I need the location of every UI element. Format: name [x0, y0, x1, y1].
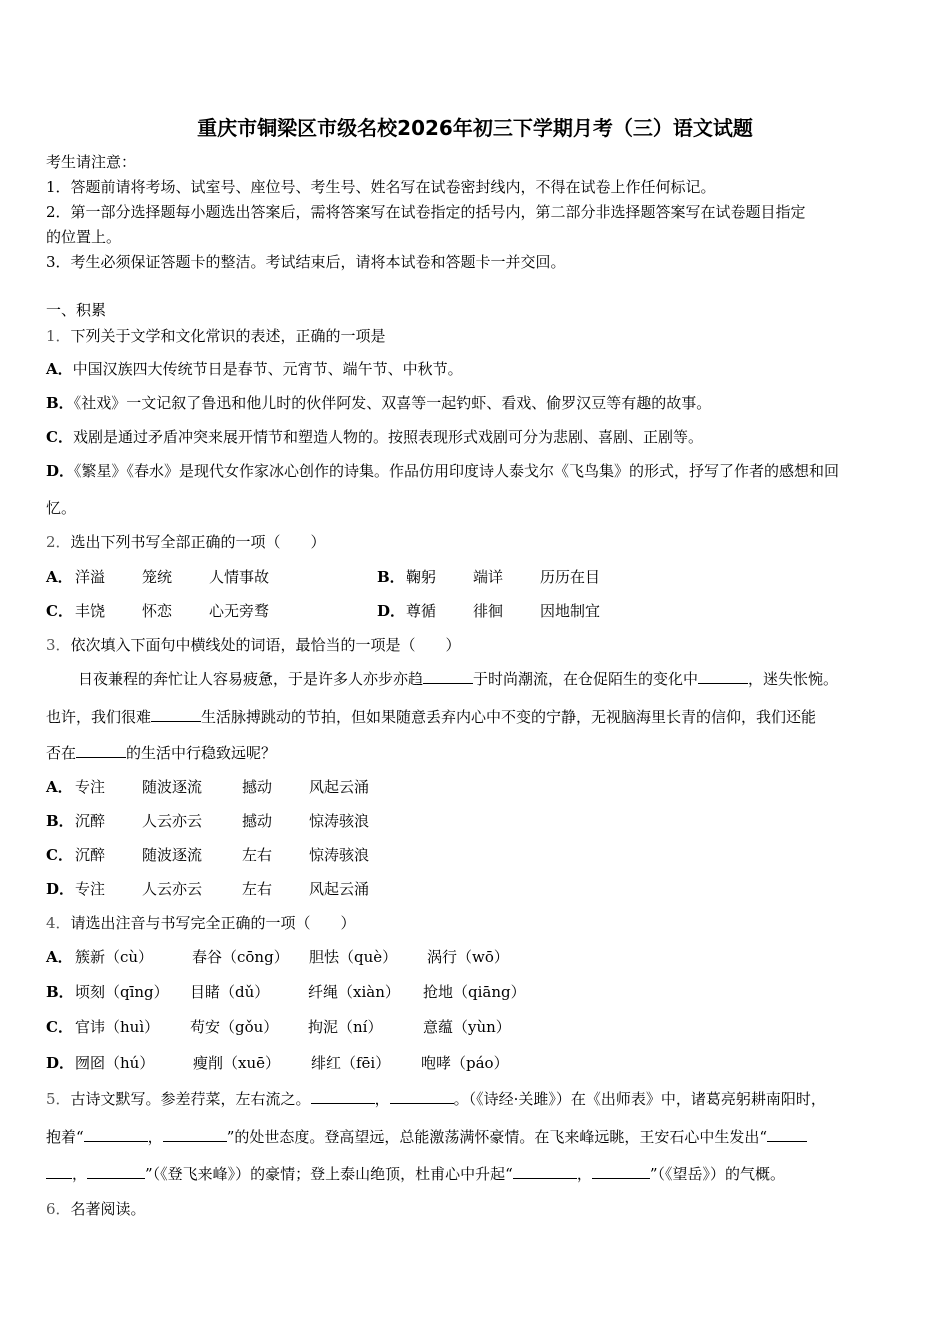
q4-d-word: 绯红（fēi）: [311, 1054, 391, 1072]
q2-number: 2．: [46, 533, 71, 551]
q4-c-word: 拘泥（ní）: [308, 1018, 383, 1036]
q4-b-word: 顷刻（qīng）: [75, 983, 169, 1001]
q4-b-word: 纤绳（xiàn）: [308, 983, 400, 1001]
q2-c-word: 怀恋: [142, 602, 173, 620]
q4-number: 4．: [46, 914, 71, 932]
q4-b-word: 抢地（qiāng）: [423, 983, 526, 1001]
q5-text: 古诗文默写。参差荇菜，左右流之。: [70, 1090, 311, 1108]
fill-blank[interactable]: [163, 1127, 227, 1142]
q3-a-label: A．: [46, 778, 73, 796]
q2-d-word: 因地制宜: [540, 602, 601, 620]
q1-text: 下列关于文学和文化常识的表述，正确的一项是: [70, 327, 386, 345]
fill-blank[interactable]: [311, 1089, 375, 1104]
passage-text: 于时尚潮流，在仓促陌生的变化中: [473, 670, 699, 688]
q4-a-word: 簇新（cù）: [75, 948, 154, 966]
option-text: 中国汉族四大传统节日是春节、元宵节、端午节、中秋节。: [72, 360, 463, 378]
q4-c-label: C．: [46, 1018, 73, 1036]
q2-text: 选出下列书写全部正确的一项（ ）: [70, 533, 326, 551]
q5-text: ，: [72, 1165, 88, 1183]
fill-blank[interactable]: [767, 1127, 807, 1142]
q5-text: ”（《望岳》）的气概。: [649, 1165, 786, 1183]
q2-a-word: 笼统: [142, 568, 173, 586]
q1-option-b: [46, 393, 711, 413]
q1-stem: [46, 326, 386, 346]
q3-c-word: 随波逐流: [142, 846, 203, 864]
q2-d-label: D．: [377, 602, 406, 620]
q3-d-word: 专注: [75, 880, 106, 898]
q3-d-word: 人云亦云: [142, 880, 203, 898]
q2-c-label: C．: [46, 602, 73, 620]
q5-text: ，: [147, 1128, 163, 1146]
q3-b-word: 惊涛骇浪: [309, 812, 370, 830]
fill-blank[interactable]: [84, 1127, 148, 1142]
fill-blank[interactable]: [46, 1164, 72, 1179]
q4-c-word: 官讳（huì）: [75, 1018, 160, 1036]
q3-a-word: 专注: [75, 778, 106, 796]
passage-text: 也许，我们很难: [46, 708, 152, 726]
option-label: A．: [46, 360, 73, 378]
q2-c-word: 心无旁骛: [209, 602, 270, 620]
notice-item-2-cont: 的位置上。: [46, 228, 122, 246]
q3-c-label: C．: [46, 846, 73, 864]
q4-stem: [46, 913, 356, 933]
fill-blank[interactable]: [513, 1164, 577, 1179]
notice-item-1: 1．答题前请将考场、试室号、座位号、考生号、姓名写在试卷密封线内，不得在试卷上作任何标记。: [46, 178, 716, 196]
q5-line-3: [46, 1164, 785, 1184]
q2-b-word: 端详: [473, 568, 504, 586]
q3-number: 3．: [46, 636, 71, 654]
q6-stem: [46, 1199, 146, 1219]
q5-text: ，: [576, 1165, 592, 1183]
notice-item-3: 3．考生必须保证答题卡的整洁。考试结束后，请将本试卷和答题卡一并交回。: [46, 253, 566, 271]
q5-line-1: [46, 1089, 826, 1109]
passage-text: 否在: [46, 744, 77, 762]
option-text: 戏剧是通过矛盾冲突来展开情节和塑造人物的。按照表现形式戏剧可分为悲剧、喜剧、正剧等。: [72, 428, 703, 446]
q3-b-word: 沉醉: [75, 812, 106, 830]
q4-d-label: D．: [46, 1054, 75, 1072]
fill-blank[interactable]: [76, 743, 126, 758]
q3-d-word: 风起云涌: [309, 880, 370, 898]
option-text: 《社戏》一文记叙了鲁迅和他儿时的伙伴阿发、双喜等一起钓虾、看戏、偷罗汉豆等有趣的故事。: [73, 394, 712, 412]
q3-a-word: 撼动: [242, 778, 273, 796]
q3-passage-line-1: [78, 669, 838, 689]
q5-text: 。（《诗经·关雎》）在《出师表》中，诸葛亮躬耕南阳时，: [453, 1090, 826, 1108]
q3-a-word: 随波逐流: [142, 778, 203, 796]
fill-blank[interactable]: [592, 1164, 650, 1179]
q1-option-a: [46, 359, 463, 379]
q3-c-word: 惊涛骇浪: [309, 846, 370, 864]
q4-d-word: 囫囵（hú）: [75, 1054, 155, 1072]
q4-a-word: 涡行（wō）: [427, 948, 509, 966]
q4-c-word: 意蕴（yùn）: [423, 1018, 511, 1036]
q3-b-word: 撼动: [242, 812, 273, 830]
q3-b-label: B．: [46, 812, 74, 830]
passage-text: 生活脉搏跳动的节拍，但如果随意丢弃内心中不变的宁静，无视脑海里长青的信仰，我们还能: [201, 708, 817, 726]
q3-stem: [46, 635, 461, 655]
q3-passage-line-2: [46, 707, 816, 727]
fill-blank[interactable]: [698, 669, 748, 684]
q4-d-word: 瘦削（xuē）: [193, 1054, 280, 1072]
q4-a-label: A．: [46, 948, 73, 966]
passage-text: ，迷失怅惋。: [748, 670, 839, 688]
q1-option-c: [46, 427, 703, 447]
q6-text: 名著阅读。: [70, 1200, 146, 1218]
q3-passage-line-3: [46, 743, 276, 763]
fill-blank[interactable]: [390, 1089, 454, 1104]
q5-text: ”的处世态度。登高望远，总能激荡满怀豪情。在飞来峰远眺，王安石心中生发出“: [226, 1128, 768, 1146]
fill-blank[interactable]: [151, 707, 201, 722]
q2-b-word: 历历在目: [540, 568, 601, 586]
passage-text: 日夜兼程的奔忙让人容易疲惫，于是许多人亦步亦趋: [78, 670, 424, 688]
q2-a-label: A．: [46, 568, 73, 586]
q3-c-word: 沉醉: [75, 846, 106, 864]
passage-text: 的生活中行稳致远呢？: [126, 744, 277, 762]
q2-d-word: 尊循: [406, 602, 437, 620]
q6-number: 6．: [46, 1200, 71, 1218]
q4-a-word: 胆怯（què）: [309, 948, 398, 966]
q2-c-word: 丰饶: [75, 602, 106, 620]
notice-heading: 考生请注意：: [46, 153, 137, 171]
q5-text: ”（《登飞来峰》）的豪情；登上泰山绝顶，杜甫心中升起“: [145, 1165, 513, 1183]
q4-c-word: 苟安（gǒu）: [190, 1018, 279, 1036]
q2-d-word: 徘徊: [473, 602, 504, 620]
q5-line-2: [46, 1127, 807, 1147]
option-text: 《繁星》《春水》是现代女作家冰心创作的诗集。作品仿用印度诗人泰戈尔《飞鸟集》的形式，抒写了作者的感想和回: [74, 462, 840, 480]
q3-a-word: 风起云涌: [309, 778, 370, 796]
q4-d-word: 咆哮（páo）: [421, 1054, 509, 1072]
q2-b-word: 鞠躬: [406, 568, 437, 586]
option-label: B．: [46, 394, 74, 412]
q4-b-word: 目睹（dǔ）: [190, 983, 270, 1001]
q5-number: 5．: [46, 1090, 71, 1108]
q3-c-word: 左右: [242, 846, 273, 864]
q5-text: 抱着“: [46, 1128, 84, 1146]
q1-option-d: [46, 461, 839, 481]
option-label: D．: [46, 462, 75, 480]
section-heading: 一、积累: [46, 301, 107, 319]
fill-blank[interactable]: [87, 1164, 145, 1179]
q2-a-word: 洋溢: [75, 568, 106, 586]
q3-text: 依次填入下面句中横线处的词语，最恰当的一项是（ ）: [70, 636, 461, 654]
q1-number: 1．: [46, 327, 71, 345]
page-title: 重庆市铜梁区市级名校2026年初三下学期月考（三）语文试题: [197, 116, 753, 140]
q3-b-word: 人云亦云: [142, 812, 203, 830]
option-label: C．: [46, 428, 73, 446]
q5-text: ，: [374, 1090, 390, 1108]
q4-text: 请选出注音与书写完全正确的一项（ ）: [70, 914, 356, 932]
q3-d-label: D．: [46, 880, 75, 898]
notice-item-2: 2．第一部分选择题每小题选出答案后，需将答案写在试卷指定的括号内，第二部分非选择题答案写在试卷题目指定: [46, 203, 806, 221]
q2-a-word: 人情事故: [209, 568, 270, 586]
q4-b-label: B．: [46, 983, 74, 1001]
q2-b-label: B．: [377, 568, 405, 586]
q4-a-word: 春谷（cōng）: [192, 948, 289, 966]
q3-d-word: 左右: [242, 880, 273, 898]
q2-stem: [46, 532, 326, 552]
q1-option-d-cont: 忆。: [46, 499, 77, 517]
fill-blank[interactable]: [423, 669, 473, 684]
